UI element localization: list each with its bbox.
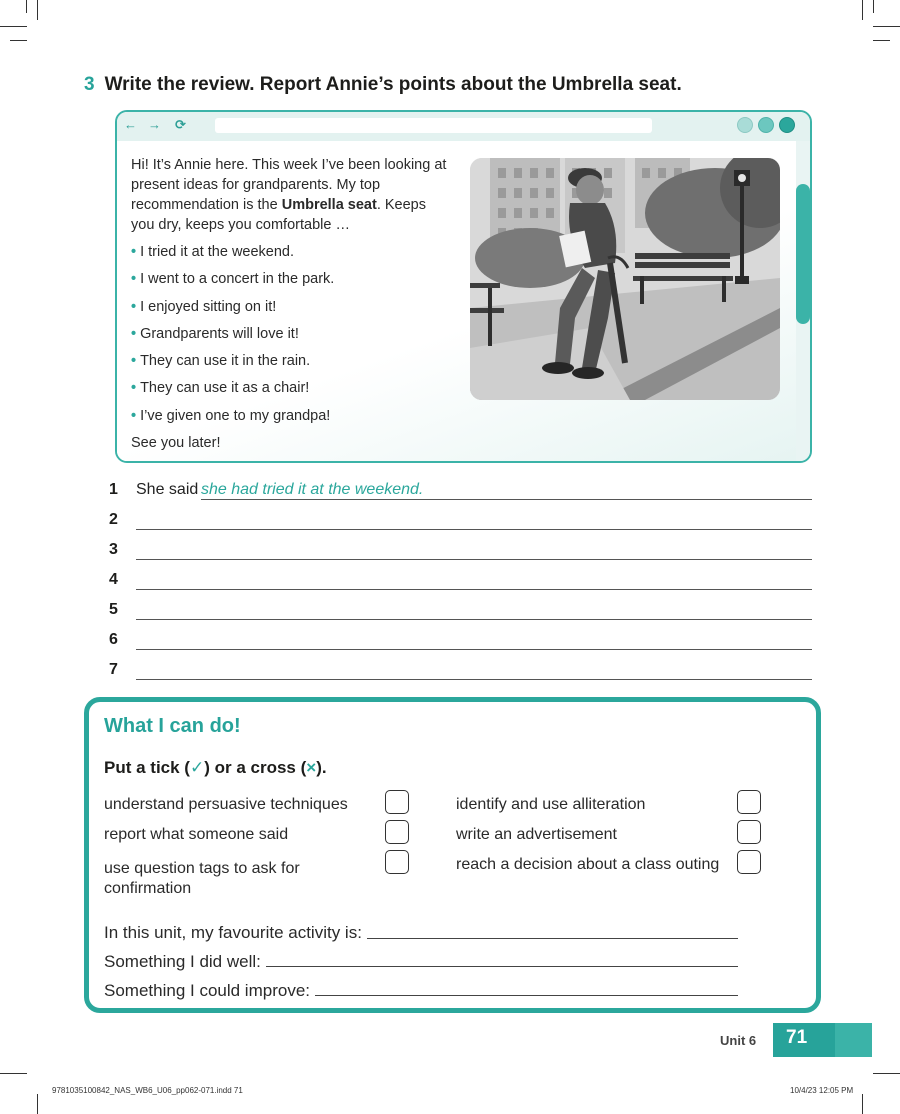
- park-photo: [470, 158, 780, 400]
- blog-post: [131, 155, 451, 453]
- bullet-icon: •: [131, 244, 137, 260]
- answer-row: [109, 600, 812, 630]
- cross-icon: ×: [306, 758, 317, 777]
- exercise-title: Write the review. Report Annie’s points about the Umbrella seat.: [104, 74, 682, 95]
- tick-icon: ✓: [189, 758, 205, 777]
- panel-instruction: [104, 758, 327, 778]
- answer-line[interactable]: [136, 589, 812, 590]
- window-dot-light: [737, 117, 753, 133]
- window-dot-mid: [758, 117, 774, 133]
- answer-row: [109, 630, 812, 660]
- reflection-prompt: Something I could improve:: [104, 981, 310, 1000]
- list-item: [131, 297, 451, 317]
- crop-mark: [873, 1073, 900, 1074]
- bullet-icon: •: [131, 271, 137, 288]
- answer-number: 4: [109, 571, 118, 588]
- bullet-icon: •: [131, 380, 137, 397]
- browser-window: [115, 110, 812, 463]
- list-item-text: I’ve given one to my grandpa!: [140, 407, 331, 424]
- checkbox[interactable]: [737, 820, 761, 844]
- checkbox[interactable]: [385, 850, 409, 874]
- instruction-text: ).: [316, 758, 327, 777]
- answer-line[interactable]: [136, 619, 812, 620]
- answer-number: 7: [109, 661, 118, 678]
- crop-mark: [873, 40, 890, 41]
- answer-lines: [109, 480, 812, 690]
- can-do-item: understand persuasive techniques: [104, 796, 348, 813]
- answer-line[interactable]: [136, 559, 812, 560]
- list-item: [131, 351, 451, 371]
- can-do-item: identify and use alliteration: [456, 796, 646, 813]
- list-item: [131, 269, 451, 289]
- crop-mark: [873, 0, 874, 13]
- list-item-text: I went to a concert in the park.: [140, 271, 335, 288]
- reflection-prompt: Something I did well:: [104, 952, 261, 971]
- panel-title: What I can do!: [104, 715, 241, 737]
- list-item-text: I enjoyed sitting on it!: [140, 298, 277, 315]
- reflection-line[interactable]: [315, 995, 738, 996]
- page-number: 71: [786, 1027, 808, 1048]
- crop-mark: [10, 40, 27, 41]
- answer-number: 1: [109, 481, 118, 498]
- can-do-item: use question tags to ask for confirmation: [104, 860, 300, 897]
- scrollbar-thumb[interactable]: [796, 184, 810, 324]
- post-bullet-list: [131, 242, 451, 426]
- list-item-text: Grandparents will love it!: [140, 325, 299, 342]
- answer-row: [109, 570, 812, 600]
- browser-toolbar: [117, 112, 810, 141]
- answer-number: 2: [109, 511, 118, 528]
- bullet-icon: •: [131, 353, 137, 370]
- bullet-icon: •: [131, 298, 137, 315]
- product-name: Umbrella seat: [281, 197, 377, 213]
- answer-row: [109, 660, 812, 690]
- instruction-text: ) or a cross (: [204, 758, 307, 777]
- reflection-line[interactable]: [367, 938, 738, 939]
- checkbox[interactable]: [385, 820, 409, 844]
- list-item-text: I tried it at the weekend.: [140, 244, 295, 260]
- answer-line[interactable]: [136, 529, 812, 530]
- answer-number: 5: [109, 601, 118, 618]
- list-item-text: They can use it in the rain.: [140, 353, 311, 370]
- arrow-left-icon[interactable]: ←: [124, 117, 137, 132]
- answer-line[interactable]: [201, 499, 812, 500]
- crop-mark: [862, 1094, 863, 1114]
- refresh-icon[interactable]: ⟳: [175, 117, 186, 132]
- answer-number: 6: [109, 631, 118, 648]
- crop-mark: [873, 26, 900, 27]
- crop-mark: [37, 1094, 38, 1114]
- crop-mark: [0, 26, 27, 27]
- example-answer: she had tried it at the weekend.: [201, 481, 424, 498]
- answer-number: 3: [109, 541, 118, 558]
- crop-mark: [0, 1073, 27, 1074]
- answer-line[interactable]: [136, 649, 812, 650]
- slug-filename: 9781035100842_NAS_WB6_U06_pp062-071.indd 71: [52, 1086, 243, 1095]
- exercise-heading: [84, 74, 682, 96]
- bullet-icon: •: [131, 407, 137, 424]
- arrow-right-icon[interactable]: →: [148, 117, 161, 132]
- list-item: [131, 242, 451, 262]
- post-intro: [131, 155, 451, 235]
- checkbox[interactable]: [385, 790, 409, 814]
- crop-mark: [862, 0, 863, 20]
- exercise-number: 3: [84, 74, 95, 95]
- can-do-item: write an advertisement: [456, 826, 617, 843]
- post-intro-end: . Keeps you dry, keeps you comfortable …: [131, 197, 426, 233]
- reflection-line[interactable]: [266, 966, 738, 967]
- list-item: [131, 406, 451, 426]
- umbrella-seat-illustration: [470, 158, 780, 400]
- can-do-item: report what someone said: [104, 826, 289, 843]
- bullet-icon: •: [131, 325, 137, 342]
- list-item: [131, 324, 451, 344]
- window-dot-dark: [779, 117, 795, 133]
- answer-row: [109, 480, 812, 510]
- answer-row: [109, 510, 812, 540]
- answer-line[interactable]: [136, 679, 812, 680]
- list-item-text: They can use it as a chair!: [140, 380, 310, 397]
- instruction-text: Put a tick (: [104, 758, 190, 777]
- slug-timestamp: 10/4/23 12:05 PM: [790, 1086, 854, 1095]
- answer-row: [109, 540, 812, 570]
- can-do-item: reach a decision about a class outing: [456, 856, 720, 873]
- address-bar[interactable]: [215, 118, 652, 133]
- list-item: [131, 378, 451, 398]
- example-prefix: She said: [136, 481, 199, 498]
- crop-mark: [37, 0, 38, 20]
- post-signoff: See you later!: [131, 435, 221, 452]
- reflection-prompt: In this unit, my favourite activity is:: [104, 923, 362, 942]
- post-intro-text: Hi! It’s Annie here. This week I’ve been looking at present ideas for grandparents. My top recommendation is the: [131, 157, 447, 213]
- what-i-can-do-panel: [84, 697, 821, 1013]
- checkbox[interactable]: [737, 790, 761, 814]
- checkbox[interactable]: [737, 850, 761, 874]
- unit-label: Unit 6: [720, 1033, 757, 1048]
- crop-mark: [26, 0, 27, 13]
